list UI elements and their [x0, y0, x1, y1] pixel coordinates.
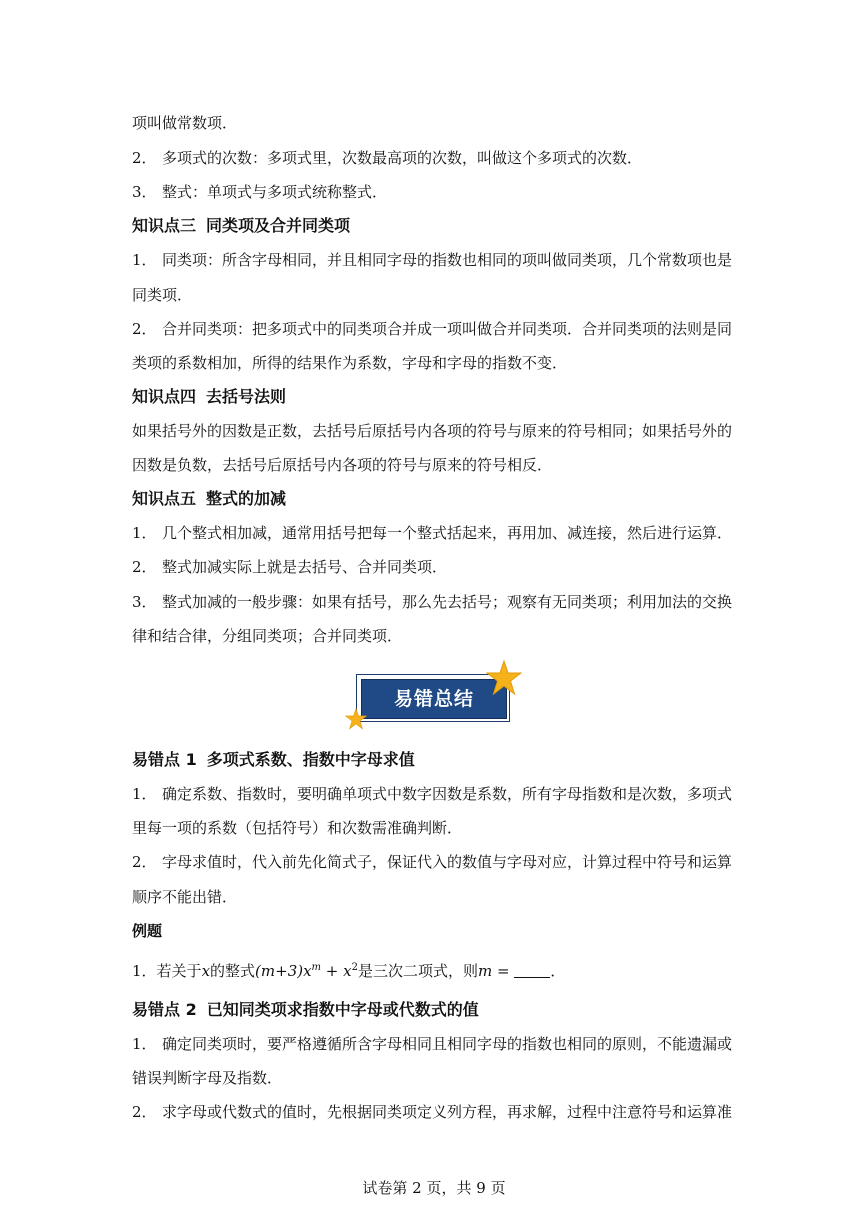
text-line: 项叫做常数项．: [132, 114, 238, 132]
section-heading: 知识点四 去括号法则: [132, 387, 287, 406]
page-footer: 试卷第 2 页，共 9 页: [362, 1179, 506, 1197]
list-item: 1． 确定系数、指数时，要明确单项式中数字因数是系数，所有字母指数和是次数，多项式: [132, 785, 733, 803]
question-item: 1．若关于x的整式$(m+3)x^m + x^2$是三次二项式，则m = ．: [132, 962, 566, 980]
list-item: 2． 多项式的次数：多项式里，次数最高项的次数，叫做这个多项式的次数．: [132, 149, 643, 167]
section-heading: 易错点 1 多项式系数、指数中字母求值: [132, 750, 415, 769]
section-heading: 知识点三 同类项及合并同类项: [132, 216, 351, 235]
text-line: 里每一项的系数（包括符号）和次数需准确判断．: [132, 819, 463, 837]
text-line: 因数是负数，去括号后原括号内各项的符号与原来的符号相反．: [132, 456, 553, 474]
list-item: 1． 几个整式相加减，通常用括号把每一个整式括起来，再用加、减连接，然后进行运算．: [132, 524, 733, 542]
list-item: 3． 整式加减的一般步骤：如果有括号，那么先去括号；观察有无同类项；利用加法的交换: [132, 593, 733, 611]
list-item: 2． 合并同类项：把多项式中的同类项合并成一项叫做合并同类项．合并同类项的法则是同: [132, 320, 733, 338]
section-heading: 知识点五 整式的加减: [132, 489, 287, 508]
star-icon: [345, 708, 367, 730]
text-line: 律和结合律，分组同类项；合并同类项．: [132, 627, 403, 645]
list-item: 1． 确定同类项时，要严格遵循所含字母相同且相同字母的指数也相同的原则，不能遗漏或: [132, 1035, 733, 1053]
list-item: 3． 整式：单项式与多项式统称整式．: [132, 183, 388, 201]
list-item: 1． 同类项：所含字母相同，并且相同字母的指数也相同的项叫做同类项，几个常数项也是: [132, 251, 733, 269]
star-icon: [486, 660, 522, 696]
section-heading: 易错点 2 已知同类项求指数中字母或代数式的值: [132, 1000, 479, 1019]
text-line: 同类项．: [132, 286, 193, 304]
text-line: 类项的系数相加，所得的结果作为系数，字母和字母的指数不变．: [132, 354, 568, 372]
text-line: 如果括号外的因数是正数，去括号后原括号内各项的符号与原来的符号相同；如果括号外的: [132, 422, 733, 440]
text-line: 错误判断字母及指数．: [132, 1069, 283, 1087]
banner-label: 易错总结: [393, 688, 474, 710]
list-item: 2． 整式加减实际上就是去括号、合并同类项．: [132, 558, 448, 576]
list-item: 2． 字母求值时，代入前先化简式子，保证代入的数值与字母对应，计算过程中符号和运算: [132, 853, 733, 871]
list-item: 2． 求字母或代数式的值时，先根据同类项定义列方程，再求解，过程中注意符号和运算准: [132, 1103, 733, 1121]
text-line: 顺序不能出错．: [132, 888, 238, 906]
answer-blank[interactable]: [514, 963, 550, 978]
example-label: 例题: [132, 922, 163, 940]
